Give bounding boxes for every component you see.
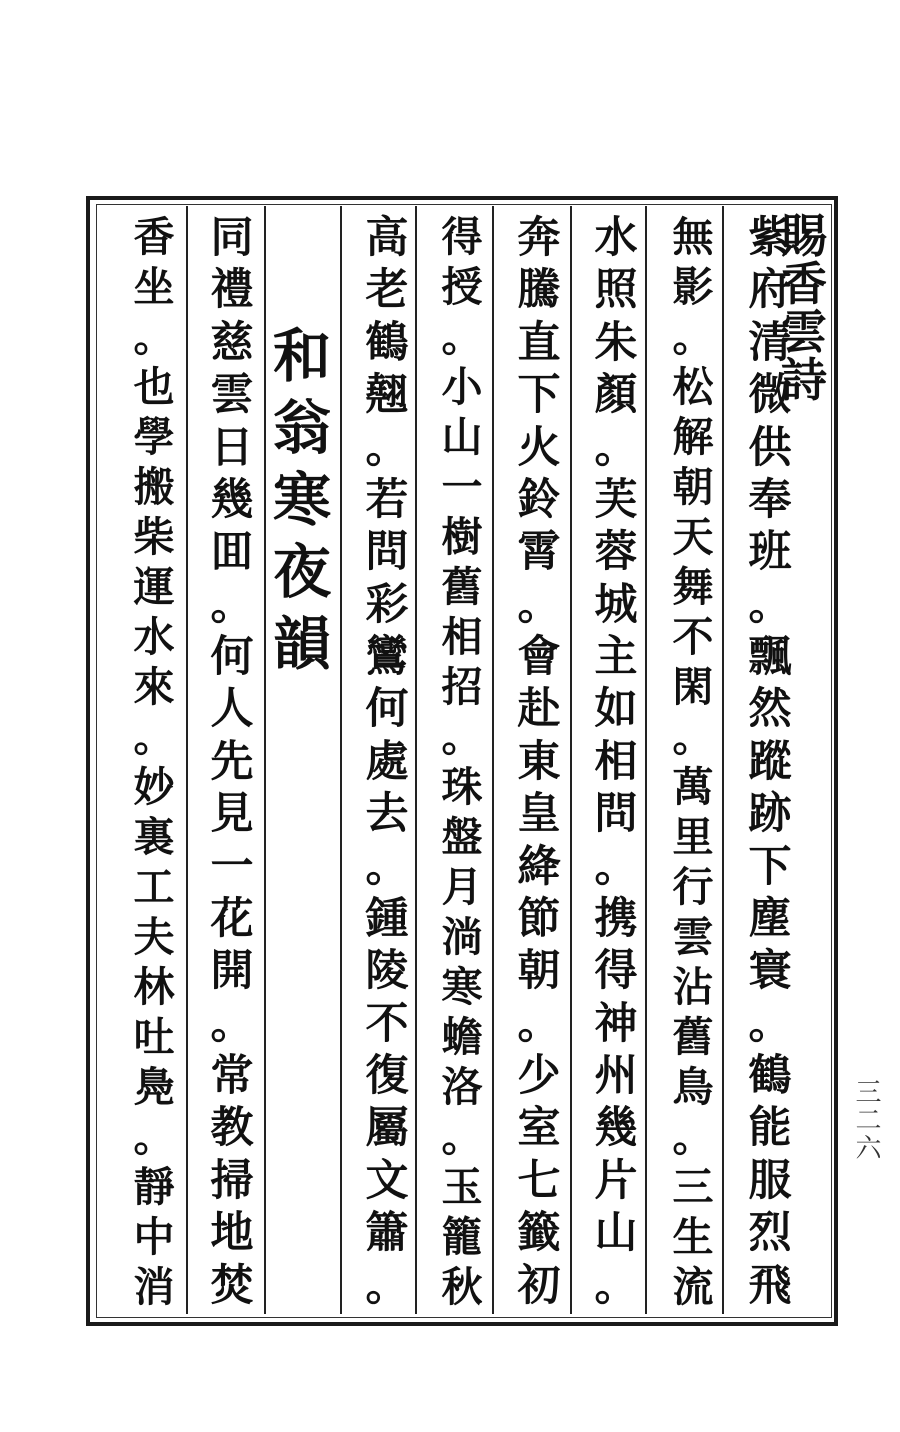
glyph: 焚 <box>210 1260 254 1311</box>
text-column <box>657 212 729 1312</box>
glyph: 夜 <box>272 538 331 606</box>
glyph: 。 <box>517 998 561 1049</box>
glyph: 顏 <box>594 370 638 421</box>
glyph: 赴 <box>517 684 561 735</box>
glyph: 州 <box>594 1051 638 1101</box>
glyph: 朝 <box>517 946 561 997</box>
glyph: 問 <box>594 789 638 840</box>
glyph: 芙 <box>594 474 638 525</box>
glyph: 香 <box>133 213 175 261</box>
glyph: 坐 <box>133 263 175 311</box>
glyph: 無 <box>672 213 714 261</box>
glyph: 。 <box>365 1260 409 1311</box>
glyph: 。 <box>748 998 792 1049</box>
glyph: 授 <box>441 263 483 311</box>
glyph: 。 <box>517 579 561 630</box>
glyph: 城 <box>594 579 638 630</box>
glyph: 翹 <box>365 370 409 421</box>
glyph: 山 <box>594 1208 638 1259</box>
glyph: 禮 <box>210 265 254 316</box>
glyph: 珠 <box>441 763 483 811</box>
glyph: 文 <box>365 1155 409 1206</box>
text-column <box>118 212 190 1312</box>
glyph: 萬 <box>672 763 714 811</box>
glyph: 問 <box>365 527 409 578</box>
glyph: 七 <box>517 1155 561 1206</box>
glyph: 處 <box>365 736 409 787</box>
glyph: 主 <box>594 632 638 682</box>
glyph: 生 <box>672 1213 714 1261</box>
glyph: 東 <box>517 736 561 787</box>
glyph: 相 <box>441 613 483 661</box>
glyph: 奉 <box>748 474 792 525</box>
glyph: 鶴 <box>748 1051 792 1101</box>
glyph: 舊 <box>672 1013 714 1061</box>
glyph: 。 <box>748 579 792 630</box>
glyph: 鸞 <box>365 632 409 682</box>
page-number: 三二六 <box>851 1078 881 1162</box>
glyph: 解 <box>672 413 714 461</box>
glyph: 同 <box>210 213 254 263</box>
glyph: 玉 <box>441 1163 483 1211</box>
glyph: 樹 <box>441 513 483 561</box>
glyph: 下 <box>517 370 561 421</box>
glyph: 開 <box>210 946 254 997</box>
glyph: 一 <box>210 841 254 892</box>
glyph: 得 <box>441 213 483 261</box>
glyph: 微 <box>748 370 792 421</box>
glyph: 靜 <box>133 1163 175 1211</box>
glyph: 奔 <box>517 213 561 263</box>
glyph: 小 <box>441 363 483 411</box>
glyph: 吐 <box>133 1013 175 1061</box>
glyph: 如 <box>594 684 638 735</box>
glyph: 蟾 <box>441 1013 483 1061</box>
glyph: 供 <box>748 422 792 473</box>
glyph: 招 <box>441 663 483 711</box>
glyph: 地 <box>210 1208 254 1259</box>
glyph: 高 <box>365 213 409 263</box>
glyph: 妙 <box>133 763 175 811</box>
glyph: 閑 <box>672 663 714 711</box>
glyph: 先 <box>210 736 254 787</box>
glyph: 烈 <box>748 1208 792 1259</box>
glyph: 韻 <box>272 610 331 678</box>
text-column <box>426 212 498 1312</box>
glyph: 何 <box>210 632 254 682</box>
glyph: 彩 <box>365 579 409 630</box>
glyph: 松 <box>672 363 714 411</box>
glyph: 霄 <box>517 527 561 578</box>
glyph: 水 <box>594 213 638 263</box>
glyph: 運 <box>133 563 175 611</box>
glyph: 朱 <box>594 317 638 368</box>
glyph: 水 <box>133 613 175 661</box>
glyph: 紫 <box>748 213 792 263</box>
glyph: 秋 <box>441 1263 483 1311</box>
glyph: 朝 <box>672 463 714 511</box>
glyph: 清 <box>748 317 792 368</box>
glyph: 籠 <box>441 1213 483 1261</box>
glyph: 舊 <box>441 563 483 611</box>
glyph: 里 <box>672 813 714 861</box>
glyph: 花 <box>210 893 254 944</box>
glyph: 沾 <box>672 963 714 1011</box>
glyph: 鈴 <box>517 474 561 525</box>
glyph: 。 <box>365 422 409 473</box>
glyph: 搬 <box>133 463 175 511</box>
glyph: 籤 <box>517 1208 561 1259</box>
glyph: 。 <box>133 1113 175 1161</box>
glyph: 不 <box>365 998 409 1049</box>
glyph: 寰 <box>748 946 792 997</box>
glyph: 行 <box>672 863 714 911</box>
glyph: 中 <box>133 1213 175 1261</box>
glyph: 皇 <box>517 789 561 840</box>
glyph: 火 <box>517 422 561 473</box>
glyph: 復 <box>365 1051 409 1101</box>
glyph: 林 <box>133 963 175 1011</box>
glyph: 洛 <box>441 1063 483 1111</box>
glyph: 月 <box>441 863 483 911</box>
glyph: 山 <box>441 413 483 461</box>
glyph: 室 <box>517 1103 561 1154</box>
glyph: 班 <box>748 527 792 578</box>
glyph: 携 <box>594 893 638 944</box>
glyph: 慈 <box>210 317 254 368</box>
glyph: 寒 <box>272 466 331 534</box>
glyph: 日 <box>210 422 254 473</box>
glyph: 蓉 <box>594 527 638 578</box>
glyph: 。 <box>594 841 638 892</box>
glyph: 舞 <box>672 563 714 611</box>
glyph: 柴 <box>133 513 175 561</box>
glyph: 。 <box>594 1260 638 1311</box>
glyph: 常 <box>210 1051 254 1101</box>
text-column <box>734 212 806 1312</box>
glyph: 屬 <box>365 1103 409 1154</box>
glyph: 然 <box>748 684 792 735</box>
glyph: 。 <box>594 422 638 473</box>
glyph: 鳧 <box>133 1063 175 1111</box>
glyph: 見 <box>210 789 254 840</box>
glyph: 服 <box>748 1155 792 1206</box>
glyph: 飄 <box>748 632 792 682</box>
glyph: 。 <box>210 998 254 1049</box>
glyph: 簫 <box>365 1208 409 1259</box>
glyph: 幾 <box>210 474 254 525</box>
glyph: 盤 <box>441 813 483 861</box>
glyph: 鳥 <box>672 1063 714 1111</box>
glyph: 囬 <box>210 527 254 578</box>
glyph: 三 <box>672 1163 714 1211</box>
glyph: 下 <box>748 841 792 892</box>
glyph: 節 <box>517 893 561 944</box>
glyph: 片 <box>594 1155 638 1206</box>
glyph: 陵 <box>365 946 409 997</box>
column-rule <box>340 206 342 1314</box>
glyph: 幾 <box>594 1103 638 1154</box>
glyph: 會 <box>517 632 561 682</box>
glyph: 一 <box>441 463 483 511</box>
glyph: 夫 <box>133 913 175 961</box>
glyph: 騰 <box>517 265 561 316</box>
glyph: 也 <box>133 363 175 411</box>
glyph: 飛 <box>748 1260 792 1311</box>
glyph: 人 <box>210 684 254 735</box>
book-title: 賜香雲詩 <box>781 209 827 407</box>
glyph: 何 <box>365 684 409 735</box>
glyph: 翁 <box>272 394 331 462</box>
glyph: 。 <box>365 841 409 892</box>
glyph: 。 <box>441 713 483 761</box>
glyph: 塵 <box>748 893 792 944</box>
glyph: 天 <box>672 513 714 561</box>
glyph: 不 <box>672 613 714 661</box>
glyph: 雲 <box>210 370 254 421</box>
glyph: 裏 <box>133 813 175 861</box>
glyph: 老 <box>365 265 409 316</box>
text-column <box>580 212 652 1312</box>
glyph: 流 <box>672 1263 714 1311</box>
glyph: 消 <box>133 1263 175 1311</box>
glyph: 神 <box>594 998 638 1049</box>
glyph: 寒 <box>441 963 483 1011</box>
glyph: 。 <box>672 1113 714 1161</box>
poem-title-column <box>266 320 338 680</box>
glyph: 去 <box>365 789 409 840</box>
glyph: 。 <box>441 1113 483 1161</box>
glyph: 若 <box>365 474 409 525</box>
text-column <box>196 212 268 1312</box>
glyph: 得 <box>594 946 638 997</box>
glyph: 能 <box>748 1103 792 1154</box>
glyph: 淌 <box>441 913 483 961</box>
text-column <box>503 212 575 1312</box>
glyph: 直 <box>517 317 561 368</box>
glyph: 雲 <box>672 913 714 961</box>
glyph: 。 <box>133 713 175 761</box>
glyph: 學 <box>133 413 175 461</box>
glyph: 掃 <box>210 1155 254 1206</box>
glyph: 絳 <box>517 841 561 892</box>
glyph: 照 <box>594 265 638 316</box>
glyph: 。 <box>441 313 483 361</box>
glyph: 教 <box>210 1103 254 1154</box>
glyph: 和 <box>272 322 331 390</box>
glyph: 工 <box>133 863 175 911</box>
text-column <box>351 212 423 1312</box>
glyph: 府 <box>748 265 792 316</box>
glyph: 相 <box>594 736 638 787</box>
glyph: 少 <box>517 1051 561 1101</box>
glyph: 跡 <box>748 789 792 840</box>
glyph: 。 <box>672 313 714 361</box>
glyph: 初 <box>517 1260 561 1311</box>
glyph: 。 <box>210 579 254 630</box>
glyph: 。 <box>133 313 175 361</box>
glyph: 影 <box>672 263 714 311</box>
glyph: 來 <box>133 663 175 711</box>
glyph: 鍾 <box>365 893 409 944</box>
glyph: 蹤 <box>748 736 792 787</box>
glyph: 。 <box>672 713 714 761</box>
glyph: 鶴 <box>365 317 409 368</box>
